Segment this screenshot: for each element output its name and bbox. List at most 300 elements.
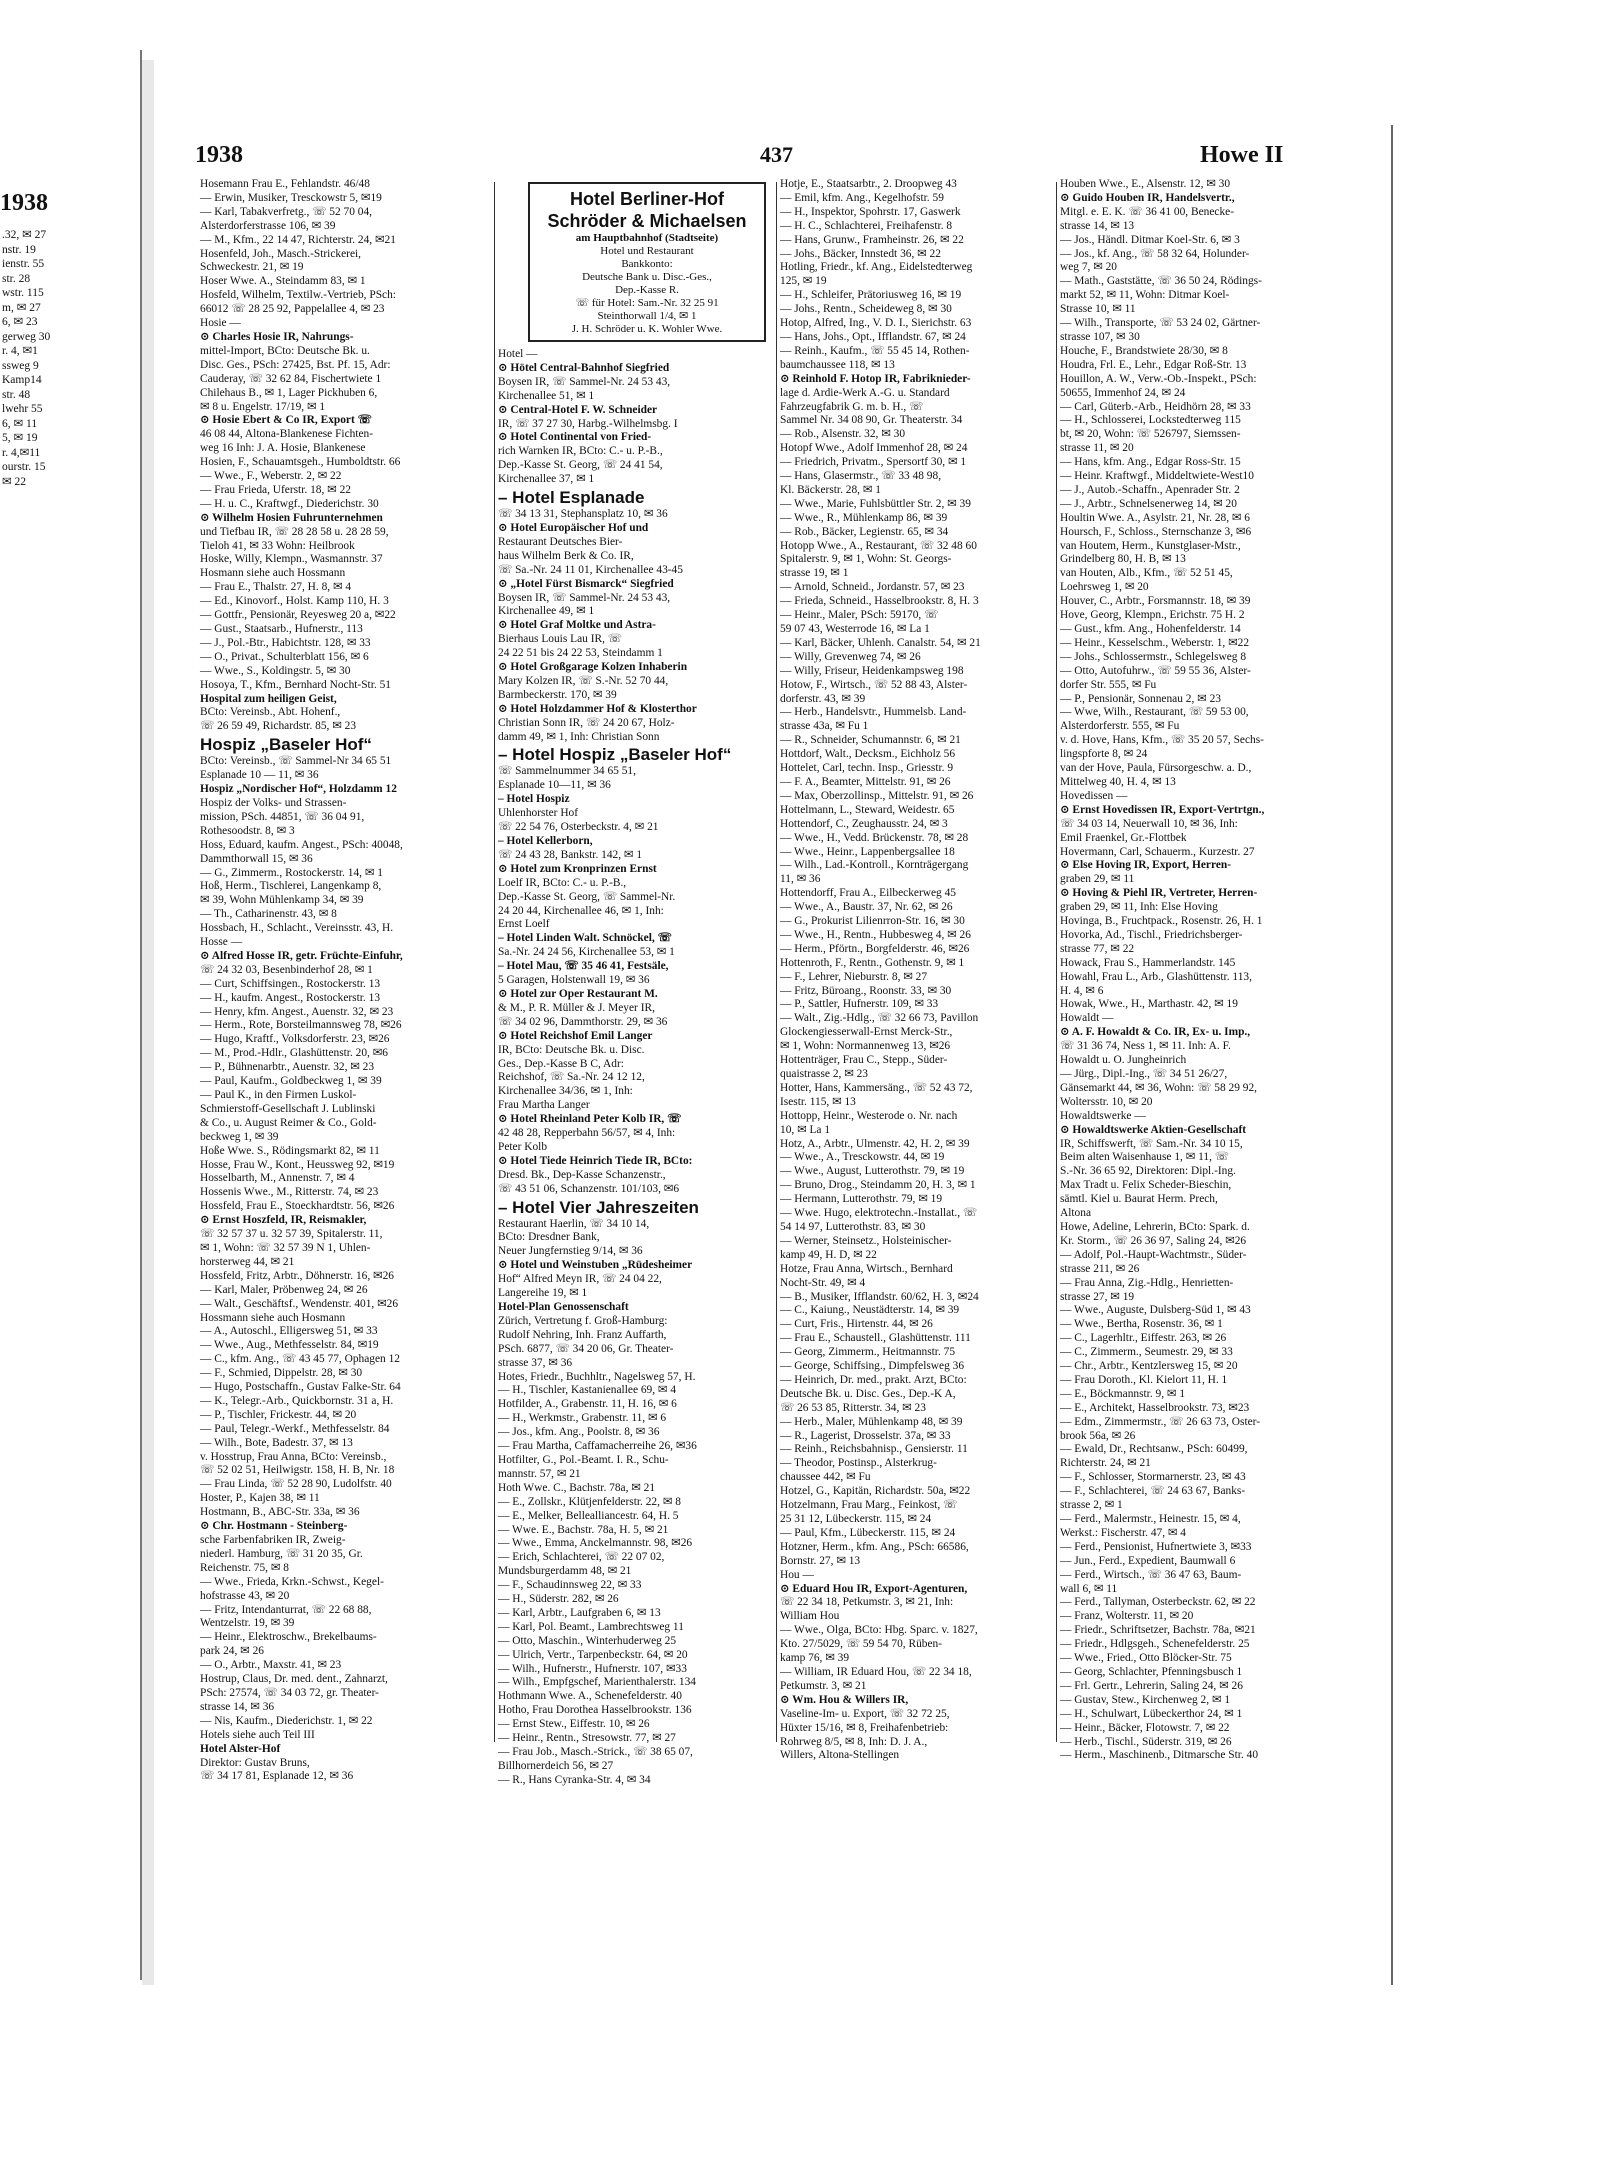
directory-entry-line: Rothesoodstr. 8, ✉ 3 xyxy=(200,824,295,837)
directory-entry-line: Frau Martha Langer xyxy=(498,1099,590,1112)
directory-entry-line: — P., Pensionär, Sonnenau 2, ✉ 23 xyxy=(1060,692,1221,705)
directory-entry-line: — Walt., Zig.-Hdlg., ☏ 32 66 73, Pavillon xyxy=(780,1012,979,1025)
directory-entry-line: — Jun., Ferd., Expedient, Baumwall 6 xyxy=(1060,1554,1236,1567)
directory-entry-line: — Curt, Fris., Hirtenstr. 44, ✉ 26 xyxy=(780,1318,933,1331)
directory-entry-line: Isestr. 115, ✉ 13 xyxy=(780,1095,856,1108)
directory-entry-line: — Frau E., Schaustell., Glashüttenstr. 111 xyxy=(780,1332,971,1345)
directory-entry-line: ⊙ Hotel Europäischer Hof und xyxy=(498,521,649,534)
directory-entry-line: — Georg, Zimmerm., Heitmannstr. 75 xyxy=(780,1346,956,1359)
ad-hotel-name: Hotel Berliner-Hof xyxy=(569,189,724,209)
directory-entry-line: Hotopf Wwe., Adolf Immenhof 28, ✉ 24 xyxy=(780,442,968,455)
directory-entry-line: van Houtem, Herm., Kunstglaser-Mstr., xyxy=(1060,539,1241,552)
directory-entry-line: — C., Kaiung., Neustädterstr. 14, ✉ 39 xyxy=(780,1304,960,1317)
left-fragment-line: Kamp14 xyxy=(2,374,42,386)
directory-entry-line: — J., Autob.-Schaffn., Apenrader Str. 2 xyxy=(1060,483,1240,496)
directory-entry-line: — E., Melker, Bellealliancestr. 64, H. 5 xyxy=(498,1509,679,1522)
page-year: 1938 xyxy=(195,142,243,168)
directory-entry-line: v. Hosstrup, Frau Anna, BCto: Vereinsb., xyxy=(200,1450,387,1463)
directory-entry-line: dorfer Str. 555, ✉ Fu xyxy=(1060,678,1157,691)
directory-entry-line: — Wwe., Bertha, Rosenstr. 36, ✉ 1 xyxy=(1060,1318,1223,1331)
directory-column-4 xyxy=(1060,178,1380,1762)
directory-entry-line: — Gust., Staatsarb., Hufnerstr., 113 xyxy=(200,623,363,635)
directory-entry-line: — Johs., Bäcker, Innstedt 36, ✉ 22 xyxy=(780,247,941,260)
directory-entry-line: Spitalerstr. 9, ✉ 1, Wohn: St. Georgs- xyxy=(780,553,952,566)
directory-entry-line: Hoss, Eduard, kaufm. Angest., PSch: 40048, xyxy=(200,838,403,851)
directory-column-3 xyxy=(780,178,1055,1762)
directory-entry-line: — Fritz, Büroang., Roonstr. 33, ✉ 30 xyxy=(780,984,952,997)
left-fragment-line: .32, ✉ 27 xyxy=(2,229,47,241)
directory-entry-line: Kto. 27/5029, ☏ 59 54 70, Rüben- xyxy=(780,1638,942,1651)
directory-entry-line: Tieloh 41, ✉ 33 Wohn: Heilbrook xyxy=(200,539,355,552)
directory-entry-line: ⊙ Hoving & Piehl IR, Vertreter, Herren- xyxy=(1060,887,1258,900)
directory-entry-line: Billhornerdeich 56, ✉ 27 xyxy=(498,1759,614,1772)
directory-entry-line: — Wilh., Bote, Badestr. 37, ✉ 13 xyxy=(200,1436,353,1449)
directory-entry-line: 54 14 97, Lutterothstr. 83, ✉ 30 xyxy=(780,1220,926,1233)
directory-entry-line: — F., Schlachterei, ☏ 24 63 67, Banks- xyxy=(1060,1485,1246,1498)
directory-entry-line: baumchaussee 118, ✉ 13 xyxy=(780,358,895,371)
directory-entry-line: — Wwe., H., Rentn., Hubbesweg 4, ✉ 26 xyxy=(780,928,971,941)
directory-entry-line: ☏ 34 03 14, Neuerwall 10, ✉ 36, Inh: xyxy=(1060,817,1238,830)
directory-entry-line: — Jos., Händl. Ditmar Koel-Str. 6, ✉ 3 xyxy=(1060,233,1240,246)
directory-entry-line: Deutsche Bk. u. Disc. Ges., Dep.-K A, xyxy=(780,1387,956,1400)
directory-entry-line: — Wwe., Emma, Anckelmannstr. 98, ✉26 xyxy=(498,1537,693,1550)
directory-entry-line: Hosfeld, Wilhelm, Textilw.-Vertrieb, PSch: xyxy=(200,289,396,302)
directory-entry-line: Hossenis Wwe., M., Ritterstr. 74, ✉ 23 xyxy=(200,1186,379,1199)
directory-entry-line: ⊙ Chr. Hostmann - Steinberg- xyxy=(200,1520,348,1533)
left-fragment-line: wstr. 115 xyxy=(2,287,44,299)
directory-entry-line: — C., Zimmerm., Seumestr. 29, ✉ 33 xyxy=(1060,1346,1233,1359)
directory-entry-line: Hovinga, B., Fruchtpack., Rosenstr. 26, H. 1 xyxy=(1060,915,1263,928)
directory-entry-line: Dresd. Bk., Dep-Kasse Schanzenstr., xyxy=(498,1168,666,1181)
directory-entry-line: ☏ 34 13 31, Stephansplatz 10, ✉ 36 xyxy=(498,508,668,521)
directory-entry-line: ⊙ Else Hoving IR, Export, Herren- xyxy=(1060,859,1232,872)
directory-entry-line: Hotow, F., Wirtsch., ☏ 52 88 43, Alster- xyxy=(780,678,968,691)
ad-details xyxy=(532,245,762,336)
column-2-entries xyxy=(498,348,773,1788)
ad-detail-line: Hotel und Restaurant xyxy=(600,245,694,257)
directory-entry-line: Schweckestr. 21, ✉ 19 xyxy=(200,261,304,274)
directory-entry-line: — Wwe., Fried., Otto Blöcker-Str. 75 xyxy=(1060,1652,1232,1665)
directory-entry-line: Houdra, Frl. E., Lehr., Edgar Roß-Str. 13 xyxy=(1060,358,1247,371)
directory-entry-line: strasse 43a, ✉ Fu 1 xyxy=(780,720,869,733)
directory-entry-line: Hotel — xyxy=(498,348,538,360)
directory-entry-line: Chilehaus B., ✉ 1, Lager Pickhuben 6, xyxy=(200,386,378,399)
directory-entry-line: Hotel-Plan Genossenschaft xyxy=(498,1301,629,1313)
directory-entry-line: Houltin Wwe. A., Asylstr. 21, Nr. 28, ✉ 6 xyxy=(1060,511,1251,524)
directory-entry-line: Reichshof, ☏ Sa.-Nr. 24 12 12, xyxy=(498,1071,645,1084)
directory-entry-line: Houche, F., Brandstwiete 28/30, ✉ 8 xyxy=(1060,344,1228,357)
directory-entry-line: Esplanade 10—11, ✉ 36 xyxy=(498,779,611,792)
directory-entry-line: Hoth Wwe. C., Bachstr. 78a, ✉ 21 xyxy=(498,1481,656,1494)
directory-entry-line: damm 49, ✉ 1, Inh: Christian Sonn xyxy=(498,730,660,743)
directory-entry-line: — H., Inspektor, Spohrstr. 17, Gaswerk xyxy=(780,205,961,218)
directory-entry-line: Hosenfeld, Joh., Masch.-Strickerei, xyxy=(200,247,362,260)
directory-entry-line: Hotes, Friedr., Buchhltr., Nagelsweg 57, H. xyxy=(498,1370,696,1383)
directory-entry-line: Mundsburgerdamm 48, ✉ 21 xyxy=(498,1565,632,1578)
directory-entry-line: — Ferd., Tallyman, Osterbeckstr. 62, ✉ 22 xyxy=(1060,1596,1256,1609)
directory-entry-line: — Friedr., Schriftsetzer, Bachstr. 78a, ✉21 xyxy=(1060,1624,1256,1637)
directory-entry-line: — F., Lehrer, Nieburstr. 8, ✉ 27 xyxy=(780,970,928,983)
left-fragment-line: ourstr. 15 xyxy=(2,461,46,473)
directory-entry-line: ⊙ Hotel Reichshof Emil Langer xyxy=(498,1029,653,1042)
directory-entry-line: Hovorka, Ad., Tischl., Friedrichsberger- xyxy=(1060,928,1243,941)
directory-entry-line: — Friedr., Hdlgsgeh., Schenefelderstr. 25 xyxy=(1060,1638,1250,1651)
left-fragment-line: m, ✉ 27 xyxy=(2,301,41,314)
directory-entry-line: — Frau E., Thalstr. 27, H. 8, ✉ 4 xyxy=(200,581,352,594)
directory-entry-line: — Wilh., Lad.-Kontroll., Kornträgergang xyxy=(780,859,969,872)
directory-entry-line: — Herb., Maler, Mühlenkamp 48, ✉ 39 xyxy=(780,1415,963,1428)
directory-entry-line: Hottelmann, L., Steward, Weidestr. 65 xyxy=(780,803,955,816)
directory-entry-line: — Karl, Maler, Pröbenweg 24, ✉ 26 xyxy=(200,1283,368,1296)
directory-entry-line: ⊙ Howaldtswerke Aktien-Gesellschaft xyxy=(1060,1123,1247,1136)
directory-entry-line: — Johs., Rentn., Scheideweg 8, ✉ 30 xyxy=(780,303,952,316)
ad-owner-name: Schröder & Michaelsen xyxy=(547,211,747,231)
directory-entry-line: Restaurant Deutsches Bier- xyxy=(498,535,623,548)
directory-entry-line: — F., Schlosser, Stormarnerstr. 23, ✉ 43 xyxy=(1060,1471,1246,1484)
directory-entry-line: strasse 77, ✉ 22 xyxy=(1060,942,1135,955)
directory-entry-line: 10, ✉ La 1 xyxy=(780,1123,831,1136)
directory-entry-line: Hottelet, Carl, techn. Insp., Griesstr. 9 xyxy=(780,762,954,775)
directory-entry-line: ☏ 43 51 06, Schanzenstr. 101/103, ✉6 xyxy=(498,1182,680,1195)
directory-entry-line: ☏ 24 43 28, Bankstr. 142, ✉ 1 xyxy=(498,848,643,861)
directory-entry-line: Houben Wwe., E., Alsenstr. 12, ✉ 30 xyxy=(1060,178,1231,190)
directory-entry-line: Gänsemarkt 44, ✉ 36, Wohn: ☏ 58 29 92, xyxy=(1060,1081,1257,1094)
directory-entry-line: Hotfilder, A., Grabenstr. 11, H. 16, ✉ 6 xyxy=(498,1398,677,1411)
directory-entry-line: Hotop, Alfred, Ing., V. D. I., Sierichstr. 63 xyxy=(780,317,972,330)
directory-entry-line: — Wilh., Empfgschef, Marienthalerstr. 134 xyxy=(498,1676,696,1689)
directory-entry-line: Willers, Altona-Stellingen xyxy=(780,1749,900,1762)
directory-entry-line: — Wwe., Olga, BCto: Hbg. Sparc. v. 1827, xyxy=(780,1624,978,1637)
directory-entry-line: — Arnold, Schneid., Jordanstr. 57, ✉ 23 xyxy=(780,581,965,594)
directory-entry-line: ☏ 26 53 85, Ritterstr. 34, ✉ 23 xyxy=(780,1401,926,1414)
directory-entry-line: — Wwe., Marie, Fuhlsbüttler Str. 2, ✉ 39 xyxy=(780,497,971,510)
directory-entry-line: — F. A., Beamter, Mittelstr. 91, ✉ 26 xyxy=(780,775,951,788)
directory-entry-line: Werkst.: Fischerstr. 47, ✉ 4 xyxy=(1060,1526,1187,1539)
directory-entry-line: – Hotel Hospiz xyxy=(498,793,570,806)
directory-entry-line: — Heinr., Bäcker, Flotowstr. 7, ✉ 22 xyxy=(1060,1721,1230,1734)
directory-entry-line: Hoske, Willy, Klempn., Wasmannstr. 37 xyxy=(200,553,383,566)
directory-entry-line: Petkumstr. 3, ✉ 21 xyxy=(780,1679,867,1692)
directory-entry-line: ☏ 34 02 96, Dammthorstr. 29, ✉ 36 xyxy=(498,1015,668,1028)
directory-entry-line: — Karl, Tabakverfretg., ☏ 52 70 04, xyxy=(200,205,373,218)
directory-entry-line: strasse 11, ✉ 20 xyxy=(1060,442,1134,455)
directory-entry-line: Hof“ Alfred Meyn IR, ☏ 24 04 22, xyxy=(498,1273,662,1286)
directory-entry-line: Hottenroth, F., Rentn., Gothenstr. 9, ✉ 1 xyxy=(780,956,965,969)
directory-entry-line: — Herb., Handelsvtr., Hummelsb. Land- xyxy=(780,706,967,719)
left-fragment-line: str. 28 xyxy=(2,272,31,285)
directory-entry-line: — Willy, Friseur, Heidenkampsweg 198 xyxy=(780,664,964,677)
directory-entry-line: Esplanade 10 — 11, ✉ 36 xyxy=(200,769,319,782)
directory-entry-line: Hossmann siehe auch Hosmann xyxy=(200,1311,346,1324)
directory-entry-line: mission, PSch. 44851, ☏ 36 04 91, xyxy=(200,810,365,823)
directory-entry-line: 5 Garagen, Holstenwall 19, ✉ 36 xyxy=(498,974,650,987)
directory-entry-line: 59 07 43, Westerrode 16, ✉ La 1 xyxy=(780,623,930,635)
directory-entry-line: – Hotel Vier Jahreszeiten xyxy=(498,1197,699,1217)
directory-entry-line: dorferstr. 43, ✉ 39 xyxy=(780,692,866,705)
directory-entry-line: v. d. Hove, Hans, Kfm., ☏ 35 20 57, Sechs- xyxy=(1060,734,1264,747)
directory-entry-line: — Frau Linda, ☏ 52 28 90, Ludolfstr. 40 xyxy=(200,1478,392,1491)
directory-entry-line: — Paul, Kaufm., Goldbeckweg 1, ✉ 39 xyxy=(200,1075,382,1088)
directory-entry-line: graben 29, ✉ 11 xyxy=(1060,873,1135,886)
directory-entry-line: Neuer Jungfernstieg 9/14, ✉ 36 xyxy=(498,1245,643,1258)
directory-entry-line: Hosemann Frau E., Fehlandstr. 46/48 xyxy=(200,178,370,190)
directory-entry-line: — Ferd., Malermstr., Heinestr. 15, ✉ 4, xyxy=(1060,1513,1241,1525)
ad-subtitle: am Hauptbahnhof (Stadtseite) xyxy=(575,232,719,244)
directory-entry-line: Hove, Georg, Klempn., Erichstr. 75 H. 2 xyxy=(1060,609,1245,622)
directory-entry-line: — Hermann, Lutterothstr. 79, ✉ 19 xyxy=(780,1193,943,1206)
directory-entry-line: Hosselbarth, M., Annenstr. 7, ✉ 4 xyxy=(200,1172,355,1185)
directory-entry-line: — Ferd., Pensionist, Hufnertwiete 3, ✉33 xyxy=(1060,1540,1252,1553)
directory-entry-line: ⊙ Hotel Großgarage Kolzen Inhaberin xyxy=(498,661,688,674)
directory-entry-line: strasse 14, ✉ 36 xyxy=(200,1700,275,1713)
directory-entry-line: — H. u. C., Kraftwgf., Diederichstr. 30 xyxy=(200,497,379,510)
directory-entry-line: Fahrzeugfabrik G. m. b. H., ☏ xyxy=(780,400,924,413)
directory-entry-line: Max Tradt u. Felix Scheder-Bieschin, xyxy=(1060,1179,1232,1192)
directory-entry-line: strasse 37, ✉ 36 xyxy=(498,1356,573,1369)
directory-entry-line: ⊙ Hotel Holzdammer Hof & Klosterthor xyxy=(498,702,697,715)
directory-entry-line: — Herm., Pförtn., Borgfelderstr. 46, ✉26 xyxy=(780,942,970,955)
directory-entry-line: — Karl, Arbtr., Laufgraben 6, ✉ 13 xyxy=(498,1606,661,1619)
directory-entry-line: Emil Fraenkel, Gr.-Flottbek xyxy=(1060,831,1187,844)
directory-entry-line: — Hans, kfm. Ang., Edgar Ross-Str. 15 xyxy=(1060,456,1241,469)
directory-entry-line: Rudolf Nehring, Inh. Franz Auffarth, xyxy=(498,1328,667,1341)
directory-entry-line: — E., Architekt, Hasselbrookstr. 73, ✉23 xyxy=(1060,1401,1250,1414)
directory-entry-line: — Ferd., Wirtsch., ☏ 36 47 63, Baum- xyxy=(1060,1568,1242,1581)
directory-entry-line: graben 29, ✉ 11, Inh: Else Hoving xyxy=(1060,901,1218,914)
directory-entry-line: Mitgl. e. E. K. ☏ 36 41 00, Benecke- xyxy=(1060,205,1234,218)
directory-entry-line: Hotel Alster-Hof xyxy=(200,1742,281,1755)
directory-entry-line: — K., Telegr.-Arb., Quickbornstr. 31 a, H. xyxy=(200,1394,394,1407)
directory-entry-line: — Wwe., R., Mühlenkamp 86, ✉ 39 xyxy=(780,511,948,524)
directory-entry-line: van der Hove, Paula, Fürsorgeschw. a. D., xyxy=(1060,762,1252,775)
directory-entry-line: Kirchenallee 37, ✉ 1 xyxy=(498,473,595,486)
directory-entry-line: Hotzner, Herm., kfm. Ang., PSch: 66586, xyxy=(780,1540,969,1553)
directory-entry-line: — Fritz, Intendanturrat, ☏ 22 68 88, xyxy=(200,1603,372,1616)
directory-entry-line: — Edm., Zimmermstr., ☏ 26 63 73, Oster- xyxy=(1060,1415,1261,1428)
directory-entry-line: Hoursch, F., Schloss., Sternschanze 3, ✉6 xyxy=(1060,525,1252,538)
directory-entry-line: Hosmann siehe auch Hossmann xyxy=(200,567,346,580)
directory-entry-line: & M., P. R. Müller & J. Meyer IR, xyxy=(498,1001,655,1014)
directory-entry-line: Hotter, Hans, Kammersäng., ☏ 52 43 72, xyxy=(780,1081,973,1094)
book-gutter xyxy=(142,60,154,1990)
directory-entry-line: Alsterdorferstr. 555, ✉ Fu xyxy=(1060,720,1180,733)
directory-entry-line: – Hotel Kellerborn, xyxy=(498,835,593,847)
directory-entry-line: lage d. Ardie-Werk A.-G. u. Standard xyxy=(780,386,950,399)
directory-entry-line: BCto: Vereinsb., ☏ Sammel-Nr 34 65 51 xyxy=(200,755,392,768)
directory-entry-line: — Frl. Gertr., Lehrerin, Saling 24, ✉ 26 xyxy=(1060,1679,1243,1692)
directory-entry-line: — Hans, Grunw., Framheinstr. 26, ✉ 22 xyxy=(780,233,964,246)
directory-entry-line: strasse 27, ✉ 19 xyxy=(1060,1290,1135,1303)
directory-entry-line: — Reinh., Kaufm., ☏ 55 45 14, Rothen- xyxy=(780,344,970,357)
directory-entry-line: — Erwin, Musiker, Tresckowstr 5, ✉19 xyxy=(200,191,382,204)
directory-entry-line: — R., Hans Cyranka-Str. 4, ✉ 34 xyxy=(498,1773,651,1786)
directory-entry-line: Wentzelstr. 19, ✉ 39 xyxy=(200,1617,295,1630)
directory-entry-line: Dep.-Kasse St. Georg, ☏ 24 41 54, xyxy=(498,459,663,472)
directory-entry-line: ⊙ Wilhelm Hosien Fuhrunternehmen xyxy=(200,511,383,524)
directory-entry-line: ☏ 31 36 74, Ness 1, ✉ 11. Inh: A. F. xyxy=(1060,1040,1231,1053)
directory-entry-line: — Willy, Grevenweg 74, ✉ 26 xyxy=(780,650,921,663)
directory-entry-line: — Hugo, Postschaffn., Gustav Falke-Str. 64 xyxy=(200,1381,401,1394)
directory-entry-line: — Emil, kfm. Ang., Kegelhofstr. 59 xyxy=(780,191,944,204)
directory-entry-line: PSch. 6877, ☏ 34 20 06, Gr. Theater- xyxy=(498,1342,674,1355)
directory-entry-line: quaistrasse 2, ✉ 23 xyxy=(780,1068,868,1080)
directory-entry-line: Kr. Storm., ☏ 26 36 97, Saling 24, ✉26 xyxy=(1060,1234,1247,1247)
directory-entry-line: ⊙ Hotel Continental von Fried- xyxy=(498,431,652,444)
directory-entry-line: Hossfeld, Fritz, Arbtr., Döhnerstr. 16, ✉26 xyxy=(200,1269,394,1282)
directory-entry-line: sche Farbenfabriken IR, Zweig- xyxy=(200,1534,346,1546)
directory-column-1 xyxy=(200,178,520,1783)
directory-entry-line: — Johs., Schlossermstr., Schlegelsweg 8 xyxy=(1060,650,1247,663)
left-fragment-line: ✉ 22 xyxy=(2,475,27,488)
directory-entry-line: Hoster, P., Kajen 38, ✉ 11 xyxy=(200,1492,320,1505)
directory-entry-line: 25 31 12, Lübeckerstr. 115, ✉ 24 xyxy=(780,1513,932,1525)
directory-entry-line: — P., Bühnenarbtr., Auenstr. 32, ✉ 23 xyxy=(200,1061,375,1074)
directory-entry-line: — Otto, Autofuhrw., ☏ 59 55 36, Alster- xyxy=(1060,664,1251,677)
directory-entry-line: weg 16 Inh: J. A. Hosie, Blankenese xyxy=(200,442,366,455)
directory-entry-line: — Gustav, Stew., Kirchenweg 2, ✉ 1 xyxy=(1060,1693,1231,1706)
directory-entry-line: 50655, Immenhof 24, ✉ 24 xyxy=(1060,386,1186,399)
directory-entry-line: — Max, Oberzollinsp., Mittelstr. 91, ✉ 26 xyxy=(780,789,974,802)
directory-entry-line: — Adolf, Pol.-Haupt-Wachtmstr., Süder- xyxy=(1060,1248,1247,1261)
directory-entry-line: — Ewald, Dr., Rechtsanw., PSch: 60499, xyxy=(1060,1443,1248,1456)
directory-entry-line: — M., Kfm., 22 14 47, Richterstr. 24, ✉21 xyxy=(200,233,396,246)
left-fragment-line: 6, ✉ 23 xyxy=(2,316,38,328)
directory-entry-line: Loelf IR, BCto: C.- u. P.-B., xyxy=(498,876,627,889)
directory-entry-line: — Jos., kf. Ang., ☏ 58 32 64, Holunder- xyxy=(1060,247,1250,260)
directory-entry-line: — Reinh., Reichsbahnisp., Gensierstr. 11 xyxy=(780,1443,968,1456)
directory-entry-line: Houver, C., Arbtr., Forsmannstr. 18, ✉ 39 xyxy=(1060,595,1251,608)
directory-entry-line: — Rob., Bäcker, Legienstr. 65, ✉ 34 xyxy=(780,525,949,538)
directory-entry-line: — Hans, Glasermstr., ☏ 33 48 98, xyxy=(780,470,942,483)
page-bottom-margin xyxy=(0,1985,1600,2177)
directory-entry-line: — F., Schmied, Dippelstr. 28, ✉ 30 xyxy=(200,1367,363,1380)
directory-entry-line: Boysen IR, ☏ Sammel-Nr. 24 53 43, xyxy=(498,591,671,604)
directory-entry-line: sämtl. Kiel u. Baurat Herm. Prech, xyxy=(1060,1193,1218,1206)
directory-entry-line: ⊙ Hotel Graf Moltke und Astra- xyxy=(498,619,656,632)
directory-entry-line: rich Warnken IR, BCto: C.- u. P.-B., xyxy=(498,445,663,458)
directory-entry-line: Ernst Loelf xyxy=(498,918,550,931)
directory-entry-line: — Frau Doroth., Kl. Kielort 11, H. 1 xyxy=(1060,1373,1228,1386)
directory-entry-line: Mittelweg 40, H. 4, ✉ 13 xyxy=(1060,775,1176,788)
directory-entry-line: Howack, Frau S., Hammerlandstr. 145 xyxy=(1060,956,1236,969)
directory-entry-line: brook 56a, ✉ 26 xyxy=(1060,1429,1136,1442)
directory-entry-line: — Erich, Schlachterei, ☏ 22 07 02, xyxy=(498,1551,665,1564)
directory-entry-line: Kirchenallee 49, ✉ 1 xyxy=(498,605,595,618)
directory-entry-line: 46 08 44, Altona-Blankenese Fichten- xyxy=(200,428,374,441)
directory-entry-line: Langereihe 19, ✉ 1 xyxy=(498,1287,588,1300)
directory-entry-line: Uhlenhorster Hof xyxy=(498,807,579,820)
directory-entry-line: Mary Kolzen IR, ☏ S.-Nr. 52 70 44, xyxy=(498,674,669,687)
directory-entry-line: — Hugo, Kraftf., Volksdorferstr. 23, ✉26 xyxy=(200,1033,390,1046)
directory-entry-line: — Karl, Pol. Beamt., Lambrechtsweg 11 xyxy=(498,1620,684,1633)
directory-entry-line: ☏ 22 54 76, Osterbeckstr. 4, ✉ 21 xyxy=(498,821,659,834)
directory-entry-line: ⊙ Wm. Hou & Willers IR, xyxy=(780,1693,909,1706)
directory-entry-line: IR, BCto: Deutsche Bk. u. Disc. xyxy=(498,1043,645,1056)
directory-entry-line: 42 48 28, Repperbahn 56/57, ✉ 4, Inh: xyxy=(498,1127,676,1140)
directory-entry-line: ☏ Sa.-Nr. 24 11 01, Kirchenallee 43-45 xyxy=(498,563,683,576)
directory-entry-line: — Heinr., Rentn., Stresowstr. 77, ✉ 27 xyxy=(498,1732,676,1745)
directory-entry-line: — Heinr., Elektroschw., Brekelbaums- xyxy=(200,1631,377,1644)
directory-entry-line: Kirchenallee 51, ✉ 1 xyxy=(498,389,595,402)
directory-entry-line: — Frau Martha, Caffamacherreihe 26, ✉36 xyxy=(498,1440,697,1453)
directory-entry-line: markt 52, ✉ 11, Wohn: Ditmar Koel- xyxy=(1060,289,1230,302)
directory-entry-line: — Georg, Schlachter, Pfenningsbusch 1 xyxy=(1060,1665,1243,1678)
directory-entry-line: Hottdorf, Walt., Decksm., Eichholz 56 xyxy=(780,748,956,761)
directory-entry-line: — Frau Anna, Zig.-Hdlg., Henrietten- xyxy=(1060,1276,1234,1289)
directory-entry-line: Hospital zum heiligen Geist, xyxy=(200,692,337,705)
directory-entry-line: — J., Pol.-Btr., Habichtstr. 128, ✉ 33 xyxy=(200,636,371,649)
directory-entry-line: mannstr. 57, ✉ 21 xyxy=(498,1467,581,1480)
left-fragment-line: ssweg 9 xyxy=(2,359,39,372)
directory-entry-line: ⊙ Charles Hosie IR, Nahrungs- xyxy=(200,330,354,343)
directory-entry-line: — Heinrich, Dr. med., prakt. Arzt, BCto: xyxy=(780,1373,967,1386)
directory-entry-line: ⊙ Ernst Hoszfeld, IR, Reismakler, xyxy=(200,1214,367,1227)
directory-entry-line: ⊙ Ernst Hovedissen IR, Export-Vertrtgn., xyxy=(1060,803,1265,816)
directory-entry-line: — Rob., Alsenstr. 32, ✉ 30 xyxy=(780,428,906,441)
directory-entry-line: — Math., Gaststätte, ☏ 36 50 24, Rödings- xyxy=(1060,275,1262,288)
directory-entry-line: ✉ 8 u. Engelstr. 17/19, ✉ 1 xyxy=(200,400,326,413)
directory-entry-line: — Bruno, Drog., Steindamm 20, H. 3, ✉ 1 xyxy=(780,1179,976,1192)
directory-entry-line: Schmierstoff-Gesellschaft J. Lublinski xyxy=(200,1102,376,1115)
directory-entry-line: — Gottfr., Pensionär, Reyesweg 20 a, ✉22 xyxy=(200,609,396,622)
directory-entry-line: — Heinr. Kraftwgf., Middeltwiete-West10 xyxy=(1060,470,1254,483)
directory-entry-line: — Wwe., A., Tresckowstr. 44, ✉ 19 xyxy=(780,1151,945,1164)
directory-entry-line: — Ulrich, Vertr., Tarpenbeckstr. 64, ✉ 20 xyxy=(498,1648,688,1661)
directory-entry-line: Hosie — xyxy=(200,317,241,330)
directory-entry-line: — P., Tischler, Frickestr. 44, ✉ 20 xyxy=(200,1408,357,1421)
directory-entry-line: Hotz, A., Arbtr., Ulmenstr. 42, H. 2, ✉ 39 xyxy=(780,1137,970,1150)
directory-entry-line: ⊙ Alfred Hosse IR, getr. Früchte-Einfuhr, xyxy=(200,949,403,962)
directory-entry-line: strasse 2, ✉ 1 xyxy=(1060,1499,1123,1512)
column-divider xyxy=(1056,182,1057,1742)
directory-entry-line: ⊙ Reinhold F. Hotop IR, Fabriknieder- xyxy=(780,372,971,385)
directory-entry-line: IR, ☏ 37 27 30, Harbg.-Wilhelmsbg. I xyxy=(498,417,678,430)
directory-entry-line: — Wilh., Transporte, ☏ 53 24 02, Gärtner- xyxy=(1060,317,1261,330)
directory-entry-line: — H., Schleifer, Prätoriusweg 16, ✉ 19 xyxy=(780,289,962,302)
directory-entry-line: ⊙ Guido Houben IR, Handelsvertr., xyxy=(1060,191,1235,204)
directory-entry-line: Hothmann Wwe. A., Schenefelderstr. 40 xyxy=(498,1690,682,1703)
directory-entry-line: Restaurant Haerlin, ☏ 34 10 14, xyxy=(498,1217,650,1230)
directory-entry-line: Howahl, Frau L., Arb., Glashüttenstr. 113, xyxy=(1060,970,1252,983)
ad-detail-line: Deutsche Bank u. Disc.-Ges., xyxy=(582,271,712,283)
directory-entry-line: Richterstr. 24, ✉ 21 xyxy=(1060,1457,1151,1470)
directory-entry-line: Hosse, Frau W., Kont., Heussweg 92, ✉19 xyxy=(200,1158,395,1171)
directory-entry-line: — Walt., Geschäftsf., Wendenstr. 401, ✉26 xyxy=(200,1297,399,1310)
directory-entry-line: ☏ 32 57 37 u. 32 57 39, Spitalerstr. 11, xyxy=(200,1228,383,1241)
directory-entry-line: — Herb., Tischl., Süderstr. 319, ✉ 26 xyxy=(1060,1735,1232,1748)
directory-entry-line: — Wwe., F., Weberstr. 2, ✉ 22 xyxy=(200,470,342,483)
directory-entry-line: Glockengiesserwall-Ernst Merck-Str., xyxy=(780,1026,953,1039)
directory-entry-line: ⊙ Eduard Hou IR, Export-Agenturen, xyxy=(780,1582,968,1595)
left-fragment-line: gerweg 30 xyxy=(2,330,51,343)
ad-detail-line: ☏ für Hotel: Sam.-Nr. 32 25 91 xyxy=(575,297,719,309)
ad-detail-line: Dep.-Kasse R. xyxy=(615,284,679,296)
directory-entry-line: Sammel Nr. 34 08 90, Gr. Theaterstr. 34 xyxy=(780,414,963,427)
left-page-year: 1938 xyxy=(0,190,48,216)
directory-entry-line: — Frau Job., Masch.-Strick., ☏ 38 65 07, xyxy=(498,1746,693,1758)
directory-entry-line: — Gust., kfm. Ang., Hohenfelderstr. 14 xyxy=(1060,623,1241,635)
directory-entry-line: Strasse 10, ✉ 11 xyxy=(1060,303,1136,316)
directory-entry-line: Loehrsweg 1, ✉ 20 xyxy=(1060,581,1149,594)
ad-detail-line: J. H. Schröder u. K. Wohler Wwe. xyxy=(571,323,723,335)
directory-entry-line: ⊙ „Hotel Fürst Bismarck“ Siegfried xyxy=(498,577,674,590)
directory-entry-line: — E., Zollskr., Klütjenfelderstr. 22, ✉ 8 xyxy=(498,1495,681,1508)
directory-entry-line: & Co., u. August Reimer & Co., Gold- xyxy=(200,1116,377,1129)
directory-entry-line: — Wwe., Aug., Methfesselstr. 84, ✉19 xyxy=(200,1339,379,1352)
directory-entry-line: mittel-Import, BCto: Deutsche Bk. u. xyxy=(200,344,370,357)
directory-entry-line: Kl. Bäckerstr. 28, ✉ 1 xyxy=(780,483,881,496)
directory-entry-line: 24 22 51 bis 24 22 53, Steindamm 1 xyxy=(498,647,663,660)
